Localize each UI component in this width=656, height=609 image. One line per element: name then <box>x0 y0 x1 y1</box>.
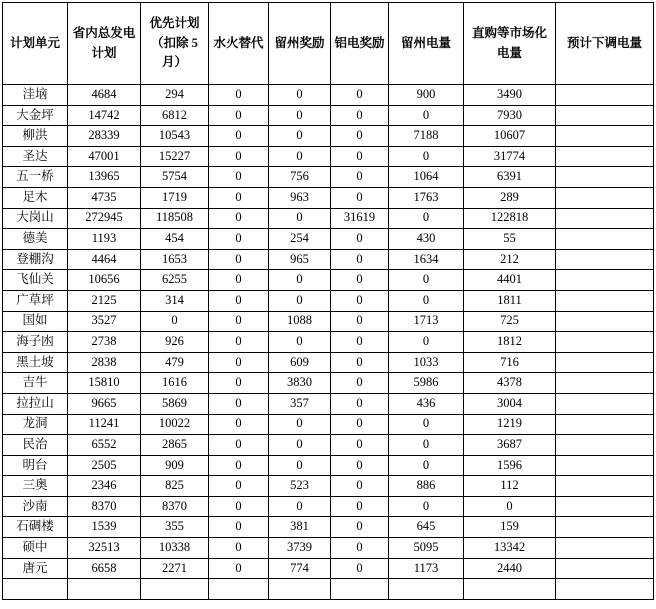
value-cell: 725 <box>464 311 556 332</box>
plan-unit-cell: 硕中 <box>3 538 68 559</box>
value-cell: 0 <box>331 496 389 517</box>
value-cell: 1811 <box>464 290 556 311</box>
value-cell: 0 <box>209 455 269 476</box>
table-row <box>3 85 654 106</box>
table-row <box>3 373 654 394</box>
value-cell <box>556 311 654 332</box>
table-row <box>3 249 654 270</box>
empty-cell <box>3 579 68 600</box>
value-cell: 0 <box>269 435 331 456</box>
value-cell: 436 <box>389 393 464 414</box>
column-header-hydro-thermal-substitution: 水火替代 <box>209 3 269 85</box>
value-cell: 0 <box>209 105 269 126</box>
plan-unit-cell: 五一桥 <box>3 167 68 188</box>
value-cell: 825 <box>141 476 209 497</box>
table-row <box>3 352 654 373</box>
plan-unit-cell: 三奥 <box>3 476 68 497</box>
value-cell: 122818 <box>464 208 556 229</box>
value-cell: 28339 <box>68 126 141 147</box>
value-cell: 13965 <box>68 167 141 188</box>
value-cell: 0 <box>331 167 389 188</box>
value-cell: 774 <box>269 558 331 579</box>
value-cell: 0 <box>389 270 464 291</box>
value-cell: 3739 <box>269 538 331 559</box>
value-cell: 0 <box>389 332 464 353</box>
value-cell: 6658 <box>68 558 141 579</box>
value-cell: 47001 <box>68 146 141 167</box>
table-row <box>3 455 654 476</box>
partial-row <box>3 579 654 600</box>
plan-unit-cell: 足木 <box>3 187 68 208</box>
value-cell: 314 <box>141 290 209 311</box>
value-cell: 0 <box>209 332 269 353</box>
plan-unit-cell: 登棚沟 <box>3 249 68 270</box>
table-row <box>3 311 654 332</box>
value-cell: 1634 <box>389 249 464 270</box>
value-cell: 13342 <box>464 538 556 559</box>
value-cell <box>556 455 654 476</box>
table-row <box>3 414 654 435</box>
value-cell: 0 <box>389 290 464 311</box>
value-cell: 0 <box>331 249 389 270</box>
value-cell <box>556 290 654 311</box>
value-cell <box>556 414 654 435</box>
value-cell: 289 <box>464 187 556 208</box>
value-cell: 0 <box>331 517 389 538</box>
value-cell: 609 <box>269 352 331 373</box>
value-cell: 0 <box>331 290 389 311</box>
value-cell: 523 <box>269 476 331 497</box>
value-cell <box>556 126 654 147</box>
plan-unit-cell: 明台 <box>3 455 68 476</box>
value-cell: 1033 <box>389 352 464 373</box>
value-cell: 756 <box>269 167 331 188</box>
value-cell <box>556 393 654 414</box>
value-cell: 4735 <box>68 187 141 208</box>
value-cell: 0 <box>209 126 269 147</box>
value-cell: 1193 <box>68 229 141 250</box>
column-header-direct-purchase-market: 直购等市场化电量 <box>464 3 556 85</box>
value-cell: 0 <box>209 496 269 517</box>
value-cell: 3830 <box>269 373 331 394</box>
value-cell: 6812 <box>141 105 209 126</box>
plan-unit-cell: 海子凼 <box>3 332 68 353</box>
value-cell: 1596 <box>464 455 556 476</box>
value-cell: 0 <box>269 105 331 126</box>
value-cell: 0 <box>331 558 389 579</box>
value-cell: 254 <box>269 229 331 250</box>
value-cell: 900 <box>389 85 464 106</box>
value-cell <box>556 105 654 126</box>
value-cell: 0 <box>389 146 464 167</box>
value-cell: 0 <box>209 311 269 332</box>
table-row <box>3 146 654 167</box>
value-cell: 294 <box>141 85 209 106</box>
plan-unit-cell: 石碉楼 <box>3 517 68 538</box>
value-cell: 479 <box>141 352 209 373</box>
column-header-plan-unit: 计划单元 <box>3 3 68 85</box>
value-cell: 645 <box>389 517 464 538</box>
table-row <box>3 332 654 353</box>
value-cell: 10656 <box>68 270 141 291</box>
value-cell: 10607 <box>464 126 556 147</box>
table-row <box>3 126 654 147</box>
value-cell <box>556 332 654 353</box>
value-cell <box>556 517 654 538</box>
table-row <box>3 208 654 229</box>
value-cell <box>556 249 654 270</box>
value-cell: 10543 <box>141 126 209 147</box>
value-cell: 2505 <box>68 455 141 476</box>
value-cell: 0 <box>209 517 269 538</box>
value-cell: 0 <box>209 167 269 188</box>
value-cell <box>556 208 654 229</box>
value-cell: 1088 <box>269 311 331 332</box>
value-cell: 0 <box>209 414 269 435</box>
value-cell: 0 <box>269 290 331 311</box>
value-cell <box>556 538 654 559</box>
value-cell: 7188 <box>389 126 464 147</box>
value-cell: 0 <box>331 311 389 332</box>
value-cell: 0 <box>209 435 269 456</box>
plan-unit-cell: 飞仙关 <box>3 270 68 291</box>
column-header-priority-plan: 优先计划（扣除 5 月） <box>141 3 209 85</box>
value-cell: 0 <box>389 208 464 229</box>
value-cell: 1064 <box>389 167 464 188</box>
value-cell: 0 <box>209 373 269 394</box>
value-cell: 31619 <box>331 208 389 229</box>
value-cell: 212 <box>464 249 556 270</box>
value-cell: 112 <box>464 476 556 497</box>
value-cell <box>556 476 654 497</box>
value-cell: 0 <box>331 187 389 208</box>
value-cell: 0 <box>389 435 464 456</box>
value-cell: 4464 <box>68 249 141 270</box>
value-cell: 6552 <box>68 435 141 456</box>
value-cell: 1713 <box>389 311 464 332</box>
value-cell: 0 <box>209 85 269 106</box>
value-cell <box>556 270 654 291</box>
plan-unit-cell: 广草坪 <box>3 290 68 311</box>
value-cell: 10022 <box>141 414 209 435</box>
value-cell: 0 <box>269 496 331 517</box>
value-cell: 0 <box>331 352 389 373</box>
value-cell: 55 <box>464 229 556 250</box>
table-row <box>3 167 654 188</box>
value-cell: 6255 <box>141 270 209 291</box>
value-cell: 0 <box>209 229 269 250</box>
value-cell: 1719 <box>141 187 209 208</box>
value-cell: 118508 <box>141 208 209 229</box>
value-cell: 926 <box>141 332 209 353</box>
value-cell: 9665 <box>68 393 141 414</box>
value-cell: 2440 <box>464 558 556 579</box>
value-cell: 1173 <box>389 558 464 579</box>
value-cell: 0 <box>209 558 269 579</box>
plan-unit-cell: 圣达 <box>3 146 68 167</box>
value-cell <box>556 352 654 373</box>
value-cell: 886 <box>389 476 464 497</box>
value-cell: 0 <box>209 270 269 291</box>
value-cell: 0 <box>331 538 389 559</box>
plan-unit-cell: 柳洪 <box>3 126 68 147</box>
value-cell: 0 <box>464 496 556 517</box>
value-cell: 0 <box>331 85 389 106</box>
value-cell: 0 <box>209 476 269 497</box>
value-cell: 0 <box>269 126 331 147</box>
value-cell: 15810 <box>68 373 141 394</box>
value-cell <box>556 85 654 106</box>
empty-cell <box>209 579 269 600</box>
table-row <box>3 517 654 538</box>
table-row <box>3 476 654 497</box>
value-cell <box>556 496 654 517</box>
value-cell: 14742 <box>68 105 141 126</box>
column-header-liuzhou-energy: 留州电量 <box>389 3 464 85</box>
value-cell: 3004 <box>464 393 556 414</box>
value-cell: 0 <box>331 146 389 167</box>
plan-unit-cell: 洼垴 <box>3 85 68 106</box>
value-cell: 0 <box>331 105 389 126</box>
column-header-liuzhou-reward: 留州奖励 <box>269 3 331 85</box>
table-row <box>3 229 654 250</box>
table-header <box>3 3 654 85</box>
value-cell: 0 <box>331 332 389 353</box>
plan-unit-cell: 唐元 <box>3 558 68 579</box>
value-cell: 2838 <box>68 352 141 373</box>
value-cell: 159 <box>464 517 556 538</box>
value-cell: 7930 <box>464 105 556 126</box>
empty-cell <box>141 579 209 600</box>
value-cell: 0 <box>389 496 464 517</box>
column-header-province-total: 省内总发电计划 <box>68 3 141 85</box>
value-cell: 0 <box>331 270 389 291</box>
value-cell: 8370 <box>141 496 209 517</box>
value-cell: 2271 <box>141 558 209 579</box>
plan-unit-cell: 大岗山 <box>3 208 68 229</box>
value-cell: 0 <box>331 476 389 497</box>
value-cell: 8370 <box>68 496 141 517</box>
value-cell: 5986 <box>389 373 464 394</box>
value-cell: 0 <box>209 393 269 414</box>
value-cell <box>556 373 654 394</box>
value-cell: 4378 <box>464 373 556 394</box>
value-cell: 1539 <box>68 517 141 538</box>
value-cell: 0 <box>389 105 464 126</box>
value-cell: 10338 <box>141 538 209 559</box>
value-cell: 0 <box>269 414 331 435</box>
value-cell: 0 <box>331 373 389 394</box>
table-row <box>3 558 654 579</box>
value-cell: 909 <box>141 455 209 476</box>
value-cell: 0 <box>331 414 389 435</box>
value-cell: 2346 <box>68 476 141 497</box>
plan-unit-cell: 黑土坡 <box>3 352 68 373</box>
value-cell: 1812 <box>464 332 556 353</box>
plan-unit-cell: 大金坪 <box>3 105 68 126</box>
value-cell <box>556 558 654 579</box>
table-row <box>3 270 654 291</box>
value-cell: 2865 <box>141 435 209 456</box>
value-cell <box>556 187 654 208</box>
value-cell: 0 <box>269 455 331 476</box>
table-row <box>3 435 654 456</box>
value-cell <box>556 229 654 250</box>
value-cell: 1219 <box>464 414 556 435</box>
value-cell: 5869 <box>141 393 209 414</box>
value-cell: 2738 <box>68 332 141 353</box>
value-cell: 0 <box>209 538 269 559</box>
value-cell: 716 <box>464 352 556 373</box>
table-row <box>3 393 654 414</box>
table-row <box>3 187 654 208</box>
value-cell: 6391 <box>464 167 556 188</box>
value-cell: 0 <box>269 85 331 106</box>
value-cell: 3527 <box>68 311 141 332</box>
value-cell: 0 <box>209 290 269 311</box>
value-cell: 0 <box>209 208 269 229</box>
plan-unit-cell: 沙南 <box>3 496 68 517</box>
value-cell: 454 <box>141 229 209 250</box>
empty-cell <box>556 579 654 600</box>
value-cell: 965 <box>269 249 331 270</box>
value-cell: 272945 <box>68 208 141 229</box>
value-cell: 4684 <box>68 85 141 106</box>
table-body <box>3 85 654 600</box>
value-cell: 0 <box>209 352 269 373</box>
value-cell: 0 <box>269 270 331 291</box>
value-cell: 5754 <box>141 167 209 188</box>
value-cell <box>556 146 654 167</box>
value-cell: 31774 <box>464 146 556 167</box>
value-cell: 32513 <box>68 538 141 559</box>
value-cell: 357 <box>269 393 331 414</box>
value-cell: 0 <box>209 146 269 167</box>
value-cell: 0 <box>331 229 389 250</box>
empty-cell <box>331 579 389 600</box>
value-cell: 0 <box>141 311 209 332</box>
value-cell: 0 <box>269 332 331 353</box>
table-row <box>3 496 654 517</box>
plan-unit-cell: 龙洞 <box>3 414 68 435</box>
value-cell <box>556 435 654 456</box>
value-cell: 0 <box>269 208 331 229</box>
value-cell: 5095 <box>389 538 464 559</box>
value-cell: 0 <box>209 249 269 270</box>
column-header-expected-reduction: 预计下调电量 <box>556 3 654 85</box>
value-cell: 3687 <box>464 435 556 456</box>
plan-unit-cell: 拉拉山 <box>3 393 68 414</box>
table-row <box>3 538 654 559</box>
value-cell: 430 <box>389 229 464 250</box>
value-cell: 0 <box>331 126 389 147</box>
value-cell: 1763 <box>389 187 464 208</box>
plan-unit-cell: 德美 <box>3 229 68 250</box>
header-row <box>3 3 654 85</box>
value-cell: 355 <box>141 517 209 538</box>
empty-cell <box>464 579 556 600</box>
value-cell: 3490 <box>464 85 556 106</box>
value-cell <box>556 167 654 188</box>
value-cell: 2125 <box>68 290 141 311</box>
value-cell: 963 <box>269 187 331 208</box>
value-cell: 0 <box>389 455 464 476</box>
value-cell: 0 <box>209 187 269 208</box>
value-cell: 381 <box>269 517 331 538</box>
column-header-aluminum-reward: 铝电奖励 <box>331 3 389 85</box>
empty-cell <box>389 579 464 600</box>
plan-unit-cell: 吉牛 <box>3 373 68 394</box>
value-cell: 1653 <box>141 249 209 270</box>
table-row <box>3 105 654 126</box>
value-cell: 0 <box>331 435 389 456</box>
value-cell: 4401 <box>464 270 556 291</box>
value-cell: 0 <box>331 455 389 476</box>
empty-cell <box>269 579 331 600</box>
value-cell: 11241 <box>68 414 141 435</box>
value-cell: 0 <box>269 146 331 167</box>
value-cell: 0 <box>331 393 389 414</box>
empty-cell <box>68 579 141 600</box>
power-plan-table <box>2 2 654 600</box>
table-row <box>3 290 654 311</box>
value-cell: 1616 <box>141 373 209 394</box>
value-cell: 15227 <box>141 146 209 167</box>
plan-unit-cell: 民治 <box>3 435 68 456</box>
plan-unit-cell: 国如 <box>3 311 68 332</box>
value-cell: 0 <box>389 414 464 435</box>
